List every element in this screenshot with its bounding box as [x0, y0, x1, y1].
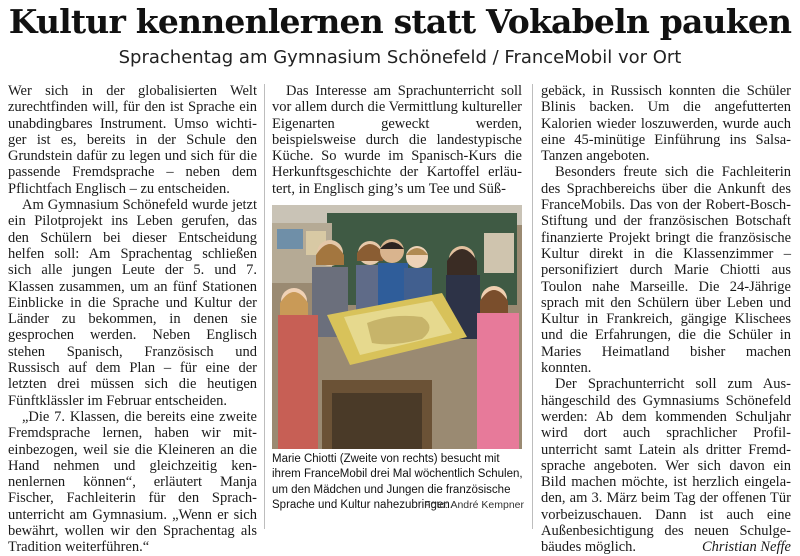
photo-caption — [272, 452, 524, 513]
photo-credit: Foto: André Kempner — [424, 498, 524, 511]
author-byline: Christian Neffe — [701, 539, 791, 556]
paragraph: Das Interesse am Sprachunterricht soll vor allem durch die Vermittlung kultureller Eigenarten geweckt werden, beispielsweise durch die landestypische Küche. So wurde im Spanisch-Kurs die Herkunftsgeschichte der Kartoffel erläutert, in Englisch ging’s um Tee und Süß- — [272, 83, 522, 197]
paragraph: Besonders freute sich die Fachleiterin des Sprachbereichs über die Ankunft des FranceMobils. Das von der Robert-Bosch-Stiftung und der französischen Botschaft finanzierte Projekt bringt die französische Kultur direkt in die Klassenzimmer – personifiziert durch Marie Chiotti aus Toulon nahe Marseille. Die 24-Jährige sprach mit den Schülern über Leben und Kultur in Frankreich, gängige Klischees und die Erfahrungen, die die Schüler in Maries Heimatland bisher machen konnten. — [541, 164, 791, 377]
paragraph-text: Der Sprachunterricht soll zum Aushängeschild des Gymnasiums Schönefeld werden: Ab dem kommenden Schuljahr wird dort auch sprachlicher Profilunterricht samt Latein als dritter Fremdsprache angeboten. Wer sich davon ein Bild machen möchte, ist herzlich eingeladen, am 3. März beim Tag der offenen Tür vorbeizuschauen. Dann ist auch eine Außenbesichtigung des neuen Schulgebäudes möglich. — [541, 376, 791, 556]
article-column-3 — [541, 83, 791, 556]
column-rule — [532, 84, 533, 529]
paragraph: Am Gymnasium Schönefeld wurde jetzt ein Pilotprojekt ins Leben gerufen, das den Schülern bei dieser Entscheidung helfen soll: Am Sprachentag schließen sich alle jungen Leute der 5. und 7. Klassen zusammen, um an fünf Stationen Einblicke in die Sprache und Kultur der Länder zu bekommen, in denen sie gesprochen werden. Neben Englisch stehen Spanisch, Französisch und Russisch auf dem Plan – für eine der letzten drei müssen sich die heutigen Fünftklässler im Februar entscheiden. — [8, 197, 257, 409]
headline: Kultur kennenlernen statt Vokabeln pauken — [8, 2, 792, 41]
article-column-2 — [272, 83, 522, 197]
paragraph: Wer sich in der globalisierten Welt zurechtfinden will, für den ist Sprache ein unabdingbares Instrument. Umso wichtiger ist es, bereits in der Schule den Grundstein dafür zu legen und sich für die passende Fremdsprache – neben dem Pflichtfach Englisch – zu entscheiden. — [8, 83, 257, 197]
column-rule — [264, 84, 265, 529]
paragraph — [541, 376, 791, 555]
paragraph: „Die 7. Klassen, die bereits eine zweite Fremdsprache lernen, haben wir miteinbezogen, weil sie die Kleineren an die Hand nehmen und gleichzeitig kennenlernen können“, erläutert Manja Fischer, Fachleiterin für den Sprachunterricht am Gymnasium. „Wenn er sich bewährt, wollen wir den Sprachentag als Tradition weiterführen.“ — [8, 408, 257, 556]
article-photo — [272, 205, 522, 449]
caption-text: Marie Chiotti (Zweite von rechts) besucht mit ihrem FranceMobil drei Mal wöchentlich Schulen, um den Mädchen und Jungen die französische Sprache und Kultur nahezubringen. — [272, 453, 523, 511]
subheadline: Sprachentag am Gymnasium Schönefeld / FranceMobil vor Ort — [118, 47, 682, 68]
paragraph: gebäck, in Russisch konnten die Schüler Blinis backen. Um die angefutterten Kalorien wieder loszuwerden, wurde auch eine 45-minütige Einführung ins Salsa-Tanzen angeboten. — [541, 83, 791, 165]
article-column-1 — [8, 83, 257, 556]
